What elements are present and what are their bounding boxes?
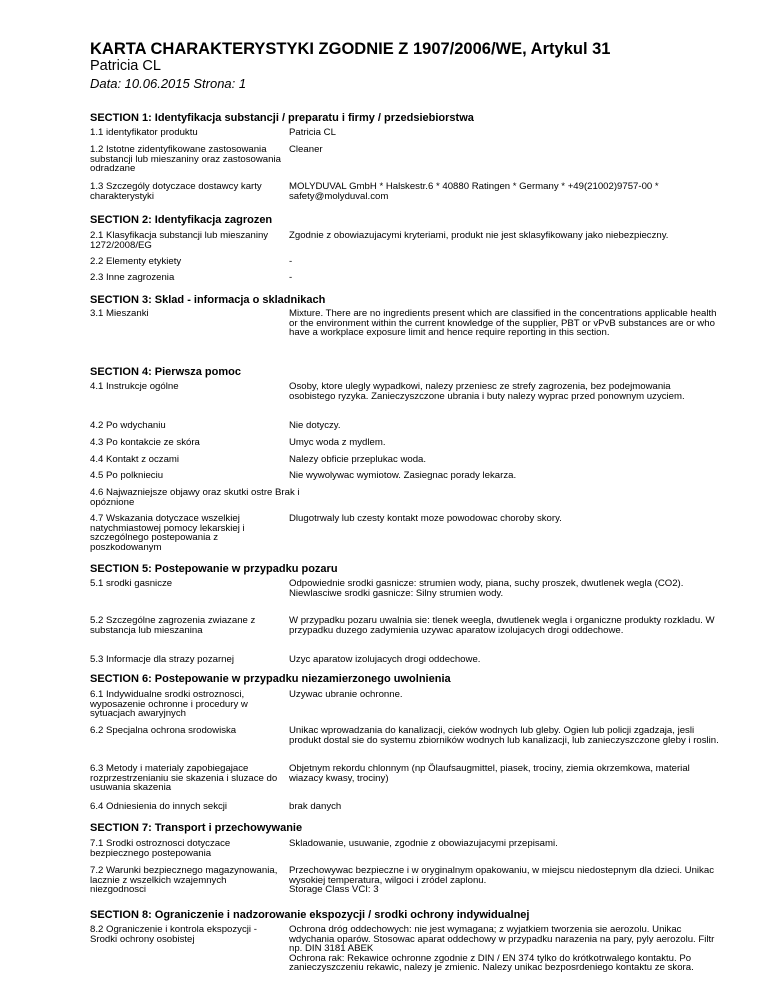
- row-label: 5.1 srodki gasnicze: [90, 578, 173, 589]
- row-value: W przypadku pozaru uwalnia sie: tlenek weegla, dwutlenek wegla i organiczne produkty rozkladu. W przypadku duzego zadymienia uzywac aparatow izolujacych drogi oddechowe.: [289, 615, 715, 636]
- row-value-line: Ochrona rak: Rekawice ochronne zgodnie z DIN / EN 374 tylko do krótkotrwalego kontaktu. Po zanieczyszczeniu rekawic, nalezy je zmienic. Nalezy unikac bezposrdeniego kontaktu ze skora.: [289, 952, 694, 974]
- section-1-heading: SECTION 1: Identyfikacja substancji / preparatu i firmy / przedsiebiorstwa: [90, 112, 474, 124]
- row-value: Umyc woda z mydlem.: [289, 437, 386, 448]
- row-label: 4.7 Wskazania dotyczace wszelkiej natychmiastowej pomocy lekarskiej i szczególnego postepowania z poszkodowanym: [90, 513, 245, 553]
- row-value-line: Ochrona dróg oddechowych: nie jest wymagana; z wyjatkiem tworzenia sie aerozolu. Unikac wdychania oparów. Stosowac aparat oddechowy w przypadku narazenia na pary, pyly aerozolu. Filtr np. DIN 3181 ABEK: [289, 924, 715, 955]
- section-7-heading: SECTION 7: Transport i przechowywanie: [90, 822, 303, 834]
- row-label: 7.2 Warunki bezpiecznego magazynowania, lacznie z wszelkich wzajemnych niezgodnosci: [90, 865, 278, 896]
- row-label: 5.3 Informacje dla strazy pozarnej: [90, 654, 234, 665]
- section-6-heading: SECTION 6: Postepowanie w przypadku niezamierzonego uwolnienia: [90, 673, 451, 685]
- row-value-line: Storage Class VCI: 3: [289, 884, 379, 896]
- row-value: Mixture. There are no ingredients present which are classified in the concentrations applicable health or the environment within the current knowledge of the supplier, PBT or vPvB substances are or who have a workplace exposure limit and hence require reporting in this section.: [289, 308, 717, 339]
- section-4-heading: SECTION 4: Pierwsza pomoc: [90, 366, 241, 378]
- section-5-heading: SECTION 5: Postepowanie w przypadku pozaru: [90, 563, 338, 575]
- row-label: 4.4 Kontakt z oczami: [90, 454, 180, 465]
- row-value-line: Przechowywac bezpieczne i w oryginalnym opakowaniu, w miejscu niedostepnym dla dzieci. Unikac wysokiej temperatura, wilgoci i zródel zaplonu.: [289, 865, 714, 886]
- row-value: Osoby, ktore ulegly wypadkowi, nalezy przeniesc ze strefy zagrozenia, bez podejmowania osobistego ryzyka. Zanieczyszczone ubrania i buty nalezy wyprac przed ponownym uzyciem.: [289, 381, 685, 402]
- row-label: 8.2 Ograniczenie i kontrola ekspozycji - Srodki ochrony osobistej: [90, 924, 257, 945]
- row-label: 5.2 Szczególne zagrozenia zwiazane z substancja lub mieszanina: [90, 615, 256, 636]
- row-label: 1.1 identyfikator produktu: [90, 127, 198, 138]
- row-value: MOLYDUVAL GmbH * Halskestr.6 * 40880 Ratingen * Germany * +49(21002)9757-00 * safety@molyduval.com: [289, 181, 659, 202]
- row-label: 3.1 Mieszanki: [90, 308, 149, 319]
- row-value: Nalezy obficie przeplukac woda.: [289, 454, 427, 465]
- section-8-heading: SECTION 8: Ograniczenie i nadzorowanie ekspozycji / srodki ochrony indywidualnej: [90, 909, 530, 921]
- row-value: Cleaner: [289, 144, 323, 155]
- row-value: Unikac wprowadzania do kanalizacji, cieków wodnych lub gleby. Ogien lub policji zgadzaja, jesli produkt dostal sie do systemu zbiorników wodnych lub kanalizacji, lub zanieczyszczone gleby i roslin.: [289, 725, 719, 746]
- row-label: 1.2 Istotne zidentyfikowane zastosowania substancji lub mieszaniny oraz zastosowania odradzane: [90, 144, 281, 175]
- row-label: 2.3 Inne zagrozenia: [90, 272, 175, 283]
- row-label: 4.5 Po polknieciu: [90, 470, 164, 481]
- row-label: 1.3 Szczególy dotyczace dostawcy karty charakterystyki: [90, 181, 262, 202]
- row-value: -: [289, 272, 293, 283]
- row-label: 6.1 Indywidualne srodki ostroznosci, wyposazenie ochronne i procedury w sytuacjach awaryjnych: [90, 689, 248, 720]
- row-value: Uzywac ubranie ochronne.: [289, 689, 403, 700]
- row-value: [289, 925, 719, 973]
- row-value: [289, 866, 719, 895]
- date-page-line: Data: 10.06.2015 Strona: 1: [90, 76, 247, 91]
- row-label: 6.3 Metody i materialy zapobiegajace rozprzestrzenianiu sie skazenia i sluzace do usuwania skazenia: [90, 763, 278, 794]
- row-value: Nie wywolywac wymiotow. Zasiegnac porady lekarza.: [289, 470, 517, 481]
- row-label: 4.2 Po wdychaniu: [90, 420, 166, 431]
- row-label: 4.1 Instrukcje ogólne: [90, 381, 179, 392]
- row-text: 4.6 Najwazniejsze objawy oraz skutki ostre Brak i opóznione: [90, 487, 300, 508]
- row-value-line: Odpowiednie srodki gasnicze: strumien wody, piana, suchy proszek, dwutlenek wegla (CO2).: [289, 578, 684, 589]
- row-value: Uzyc aparatow izolujacych drogi oddechowe.: [289, 654, 481, 665]
- section-3-heading: SECTION 3: Sklad - informacja o skladnikach: [90, 294, 326, 306]
- row-value-line: Niewlasciwe srodki gasnicze: Silny strumien wody.: [289, 587, 504, 599]
- row-value: Dlugotrwaly lub czesty kontakt moze powodowac choroby skory.: [289, 513, 562, 524]
- row-value: [289, 579, 719, 598]
- row-value: Patricia CL: [289, 127, 336, 138]
- row-label: 7.1 Srodki ostroznosci dotyczace bezpiecznego postepowania: [90, 838, 231, 859]
- row-label: 6.4 Odniesienia do innych sekcji: [90, 801, 228, 812]
- row-label: 4.3 Po kontakcie ze skóra: [90, 437, 200, 448]
- section-2-heading: SECTION 2: Identyfikacja zagrozen: [90, 214, 273, 226]
- document-title: KARTA CHARAKTERYSTYKI ZGODNIE Z 1907/2006/WE, Artykul 31: [90, 40, 611, 58]
- row-value: Objetnym rekordu chlonnym (np Ölaufsaugmittel, piasek, trociny, ziemia okrzemkowa, material wiazacy kwasy, trociny): [289, 763, 690, 784]
- row-value: Skladowanie, usuwanie, zgodnie z obowiazujacymi przepisami.: [289, 838, 558, 849]
- row-label: 6.2 Specjalna ochrona srodowiska: [90, 725, 237, 736]
- row-label: 2.1 Klasyfikacja substancji lub mieszaniny 1272/2008/EG: [90, 230, 269, 251]
- row-label: 2.2 Elementy etykiety: [90, 256, 182, 267]
- row-value: Nie dotyczy.: [289, 420, 341, 431]
- row-value: -: [289, 256, 293, 267]
- row-value: Zgodnie z obowiazujacymi kryteriami, produkt nie jest sklasyfikowany jako niebezpieczny.: [289, 230, 669, 241]
- product-name: Patricia CL: [90, 58, 161, 74]
- row-value: brak danych: [289, 801, 342, 812]
